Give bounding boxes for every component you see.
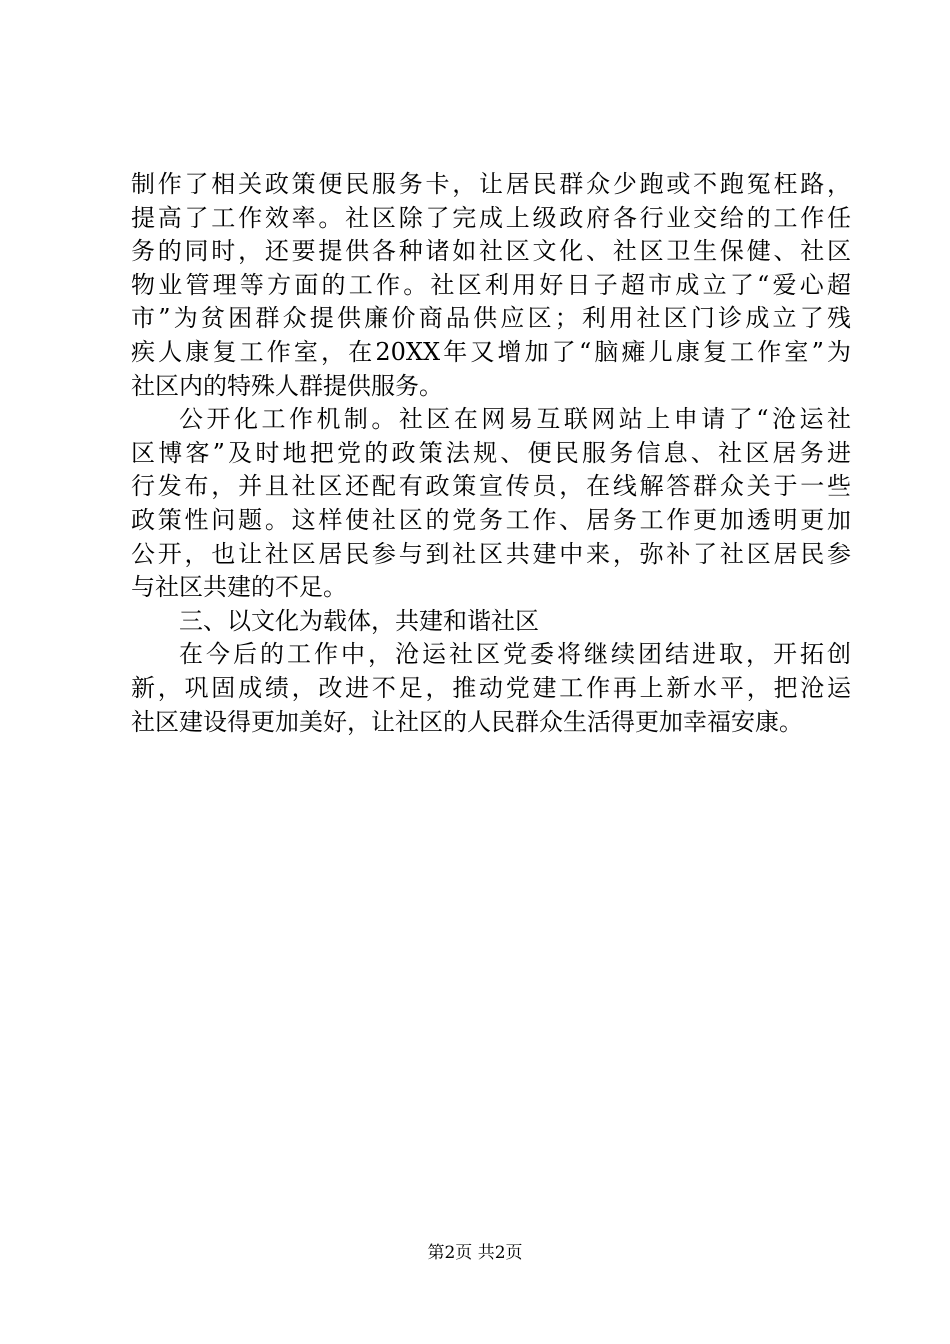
text-line: 新，巩固成绩，改进不足，推动党建工作再上新水平，把沧运 [131, 673, 851, 702]
paragraph-first-line: 在今后的工作中，沧运社区党委将继续团结进取，开拓创 [179, 640, 851, 669]
text-line: 社区建设得更加美好，让社区的人民群众生活得更加幸福安康。 [131, 707, 803, 736]
text-line: 社区内的特殊人群提供服务。 [131, 371, 443, 400]
text-line: 行发布，并且社区还配有政策宣传员，在线解答群众关于一些 [131, 472, 851, 501]
text-line: 与社区共建的不足。 [131, 573, 347, 602]
text-line: 区博客”及时地把党的政策法规、便民服务信息、社区居务进 [131, 438, 851, 467]
text-line: 市”为贫困群众提供廉价商品供应区；利用社区门诊成立了残 [131, 304, 851, 333]
paragraph-first-line: 公开化工作机制。社区在网易互联网站上申请了“沧运社 [179, 405, 851, 434]
text-line: 物业管理等方面的工作。社区利用好日子超市成立了“爱心超 [131, 270, 851, 299]
text-line: 务的同时，还要提供各种诸如社区文化、社区卫生保健、社区 [131, 237, 851, 266]
text-line: 疾人康复工作室，在20XX年又增加了“脑瘫儿康复工作室”为 [131, 337, 851, 366]
text-line: 政策性问题。这样使社区的党务工作、居务工作更加透明更加 [131, 505, 851, 534]
text-line: 制作了相关政策便民服务卡，让居民群众少跑或不跑冤枉路， [131, 170, 851, 198]
page-number-footer: 第2页 共2页 [427, 1243, 523, 1263]
section-heading: 三、以文化为载体，共建和谐社区 [179, 606, 539, 635]
text-line: 提高了工作效率。社区除了完成上级政府各行业交给的工作任 [131, 203, 851, 232]
document-body [131, 168, 851, 739]
text-line: 公开，也让社区居民参与到社区共建中来，弥补了社区居民参 [131, 539, 851, 568]
